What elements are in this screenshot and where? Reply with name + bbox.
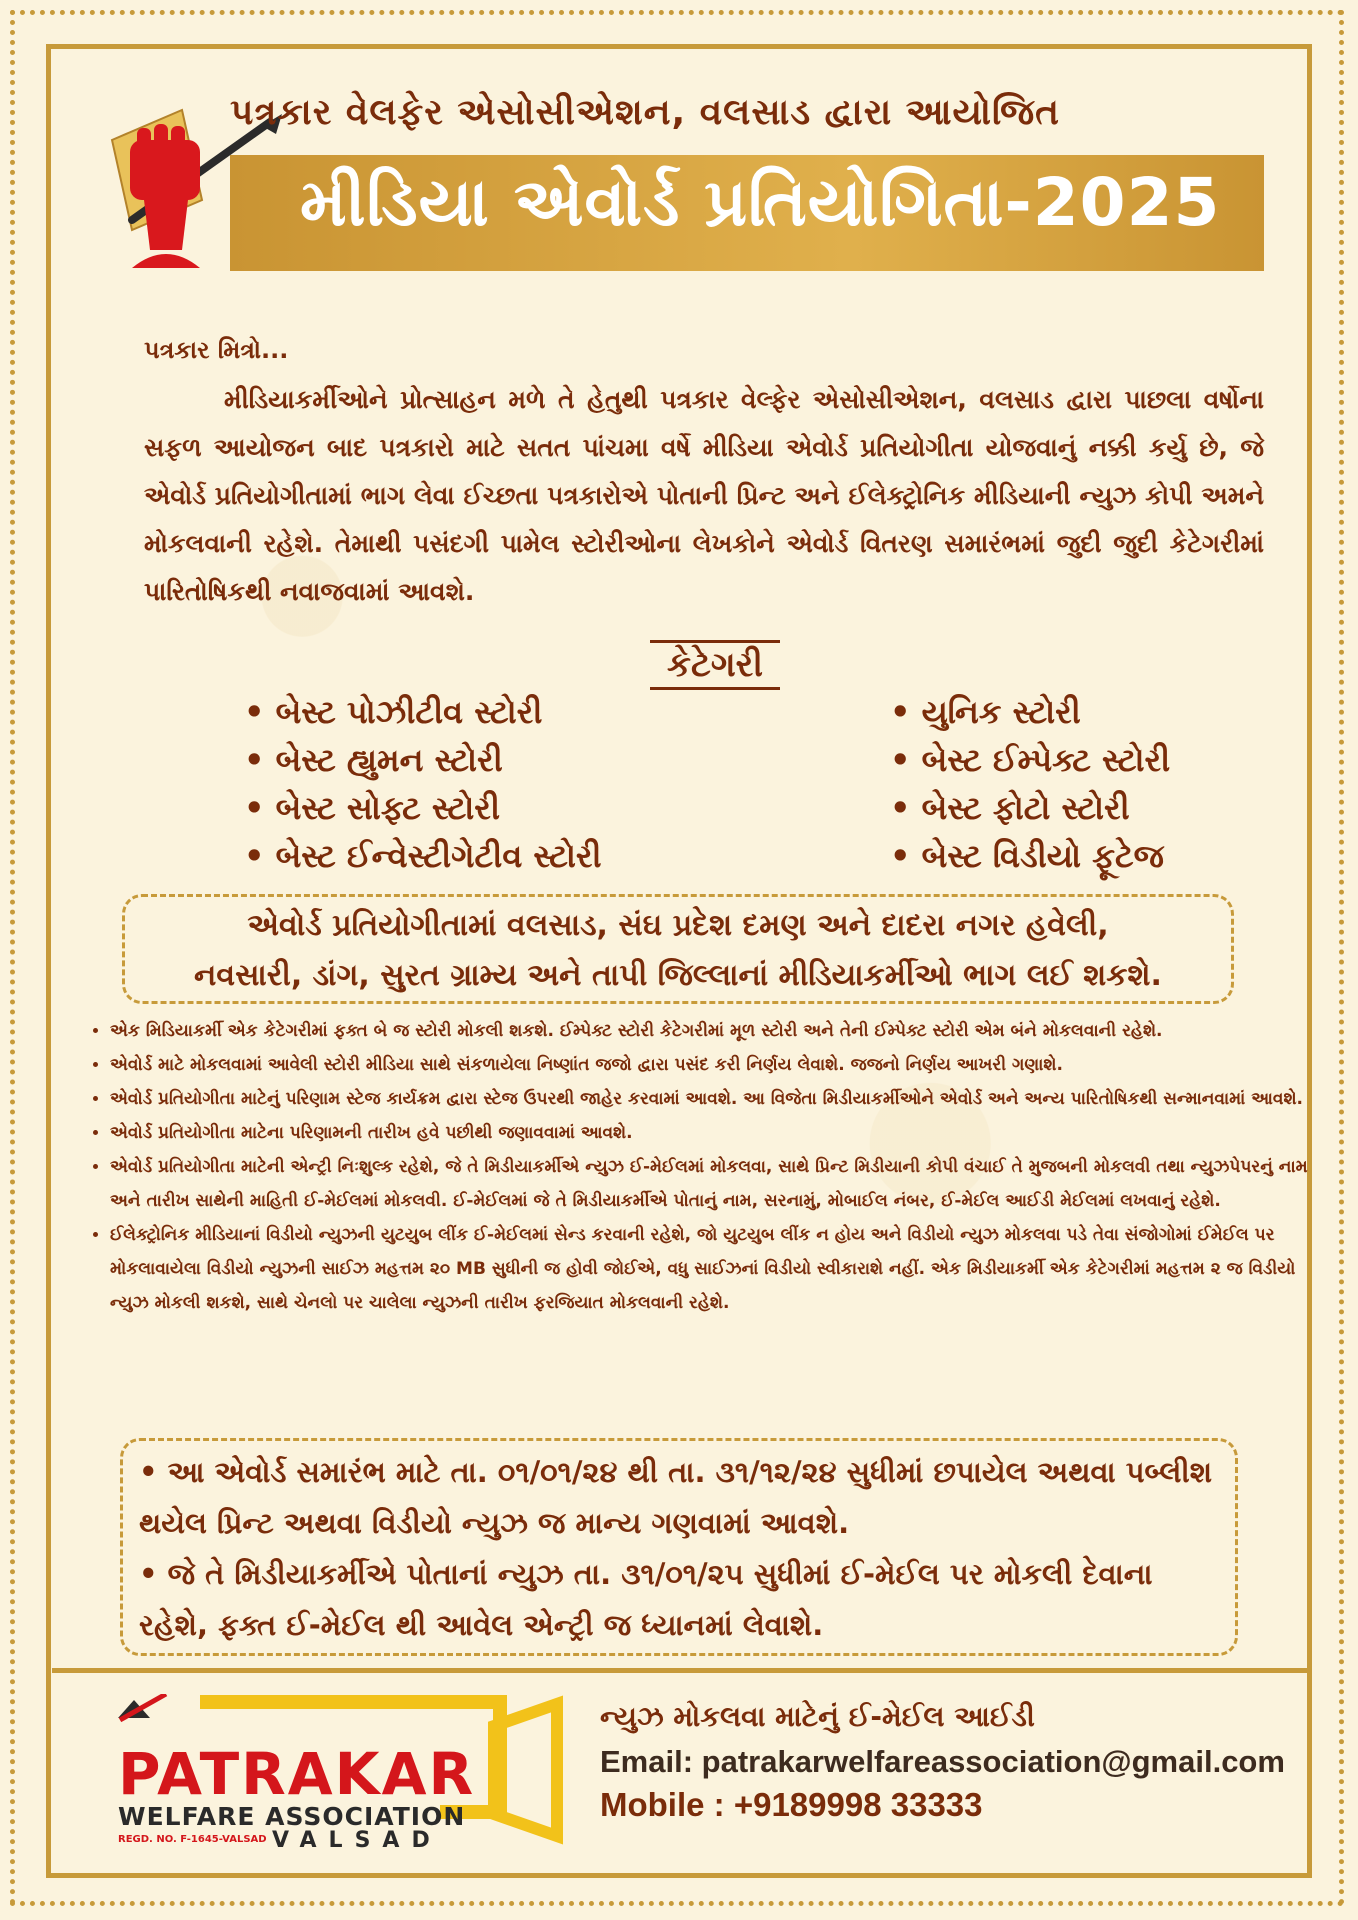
category-heading: કેટેગરી [650,640,780,690]
contact-mobile[interactable]: Mobile : +9189998 33333 [600,1786,983,1823]
dates-box [120,1438,1238,1656]
category-item: • બેસ્ટ હ્યુમન સ્ટોરી [244,736,602,784]
dates-point-1: • આ એવોર્ડ સમારંભ માટે તા. ૦૧/૦૧/૨૪ થી તા. ૩૧/૧૨/૨૪ સુધીમાં છપાયેલ અથવા પબ્લીશ થયેલ પ્રિન્ટ અથવા વિડીયો ન્યુઝ જ માન્ય ગણવામાં આવશે. [139,1455,1213,1540]
logo-city: VALSAD [272,1828,442,1853]
rule-item: • એવોર્ડ પ્રતિયોગીતા માટેના પરિણામની તારીખ હવે પછીથી જણાવવામાં આવશે. [110,1116,1326,1150]
eligibility-line-1: એવોર્ડ પ્રતિયોગીતામાં વલસાડ, સંઘ પ્રદેશ દમણ અને દાદરા નગર હવેલી, [247,908,1109,943]
contact-email[interactable]: Email: patrakarwelfareassociation@gmail.com [600,1744,1285,1779]
category-item: • બેસ્ટ ઈન્વેસ્ટીગેટીવ સ્ટોરી [244,832,602,880]
category-item: • યુનિક સ્ટોરી [890,688,1170,736]
footer-divider [52,1668,1308,1673]
category-item: • બેસ્ટ વિડીયો ફૂટેજ [890,832,1170,880]
organizer-line: પત્રકાર વેલફેર એસોસીએશન, વલસાડ દ્વારા આયોજિત [230,92,1061,133]
logo-brand: PATRAKAR [118,1740,476,1808]
rule-item: • ઈલેક્ટ્રોનિક મીડિયાનાં વિડીયો ન્યુઝની યુટયુબ લીંક ઈ-મેઈલમાં સેન્ડ કરવાની રહેશે, જો યુટયુબ લીંક ન હોય અને વિડીયો ન્યુઝ મોકલવા પડે તેવા સંજોગોમાં ઈમેઈલ પર મોકલાવાયેલા વિડીયો ન્યુઝની સાઈઝ મહત્તમ ૨૦ MB સુધીની જ હોવી જોઈએ, વધુ સાઈઝનાં વિડીયો સ્વીકારાશે નહીં. એક મિડીયાકર્મી એક કેટેગરીમાં મહત્તમ ૨ જ વિડીયો ન્યુઝ મોકલી શકશે, સાથે ચેનલો પર ચાલેલા ન્યુઝની તારીખ ફરજિયાત મોકલવાની રહેશે. [110,1218,1326,1320]
rule-item: • એવોર્ડ માટે મોકલવામાં આવેલી સ્ટોરી મીડિયા સાથે સંકળાયેલા નિષ્ણાંત જજો દ્વારા પસંદ કરી નિર્ણય લેવાશે. જજનો નિર્ણય આખરી ગણાશે. [110,1048,1326,1082]
page-title: મીડિયા એવોર્ડ પ્રતિયોગિતા-2025 [300,164,1221,241]
eligibility-line-2: નવસારી, ડાંગ, સુરત ગ્રામ્ય અને તાપી જિલ્લાનાં મીડિયાકર્મીઓ ભાગ લઈ શકશે. [194,958,1162,993]
rule-item: • એવોર્ડ પ્રતિયોગીતા માટેની એન્ટ્રી નિઃશુલ્ક રહેશે, જે તે મિડીયાકર્મીએ ન્યુઝ ઈ-મેઈલમાં મોકલવા, સાથે પ્રિન્ટ મિડીયાની કોપી વંચાઈ તે મુજબની મોકલવી તથા ન્યુઝપેપરનું નામ અને તારીખ સાથેની માહિતી ઈ-મેઈલમાં મોકલવી. ઈ-મેઈલમાં જે તે મિડીયાકર્મીએ પોતાનું નામ, સરનામું, મોબાઈલ નંબર, ઈ-મેઈલ આઈડી મેઈલમાં લખવાનું રહેશે. [110,1150,1326,1218]
logo-registration: REGD. NO. F-1645-VALSAD [118,1834,267,1845]
category-list-right [890,688,1170,880]
contact-label: ન્યુઝ મોકલવા માટેનું ઈ-મેઈલ આઈડી [600,1700,1035,1733]
category-item: • બેસ્ટ સોફ્ટ સ્ટોરી [244,784,602,832]
category-list-left [244,688,602,880]
greeting: પત્રકાર મિત્રો... [144,336,289,364]
category-item: • બેસ્ટ પોઝીટીવ સ્ટોરી [244,688,602,736]
rule-item: • એવોર્ડ પ્રતિયોગીતા માટેનું પરિણામ સ્ટેજ કાર્યક્રમ દ્વારા સ્ટેજ ઉપરથી જાહેર કરવામાં આવશે. આ વિજેતા મિડીયાકર્મીઓને એવોર્ડ અને અન્ય પારિતોષિકથી સન્માનવામાં આવશે. [110,1082,1326,1116]
eligibility-box [122,894,1234,1004]
logo-subtitle: WELFARE ASSOCIATION [118,1802,466,1831]
dates-point-2: • જે તે મિડીયાકર્મીએ પોતાનાં ન્યુઝ તા. ૩૧/૦૧/૨૫ સુધીમાં ઈ-મેઈલ પર મોકલી દેવાના રહેશે, ફક્ત ઈ-મેઈલ થી આવેલ એન્ટ્રી જ ધ્યાનમાં લેવાશે. [139,1557,1153,1642]
category-item: • બેસ્ટ ઈમ્પેક્ટ સ્ટોરી [890,736,1170,784]
category-item: • બેસ્ટ ફોટો સ્ટોરી [890,784,1170,832]
rule-item: • એક મિડિયાકર્મી એક કેટેગરીમાં ફક્ત બે જ સ્ટોરી મોકલી શકશે. ઈમ્પેક્ટ સ્ટોરી કેટેગરીમાં મૂળ સ્ટોરી અને તેની ઈમ્પેક્ટ સ્ટોરી એમ બંને મોકલવાની રહેશે. [110,1014,1326,1048]
rules-list [80,1014,1326,1320]
intro-paragraph: મીડિયાકર્મીઓને પ્રોત્સાહન મળે તે હેતુથી પત્રકાર વેલ્ફેર એસોસીએશન, વલસાડ દ્વારા પાછલા વર્ષોના સફળ આયોજન બાદ પત્રકારો માટે સતત પાંચમા વર્ષે મીડિયા એવોર્ડ પ્રતિયોગીતા યોજવાનું નક્કી કર્યુ છે, જે એવોર્ડ પ્રતિયોગીતામાં ભાગ લેવા ઈચ્છતા પત્રકારોએ પોતાની પ્રિન્ટ અને ઈલેક્ટ્રોનિક મીડિયાની ન્યુઝ કોપી અમને મોકલવાની રહેશે. તેમાથી પસંદગી પામેલ સ્ટોરીઓના લેખકોને એવોર્ડ વિતરણ સમારંભમાં જુદી જુદી કેટેગરીમાં પારિતોષિકથી નવાજવામાં આવશે. [144,385,1264,606]
